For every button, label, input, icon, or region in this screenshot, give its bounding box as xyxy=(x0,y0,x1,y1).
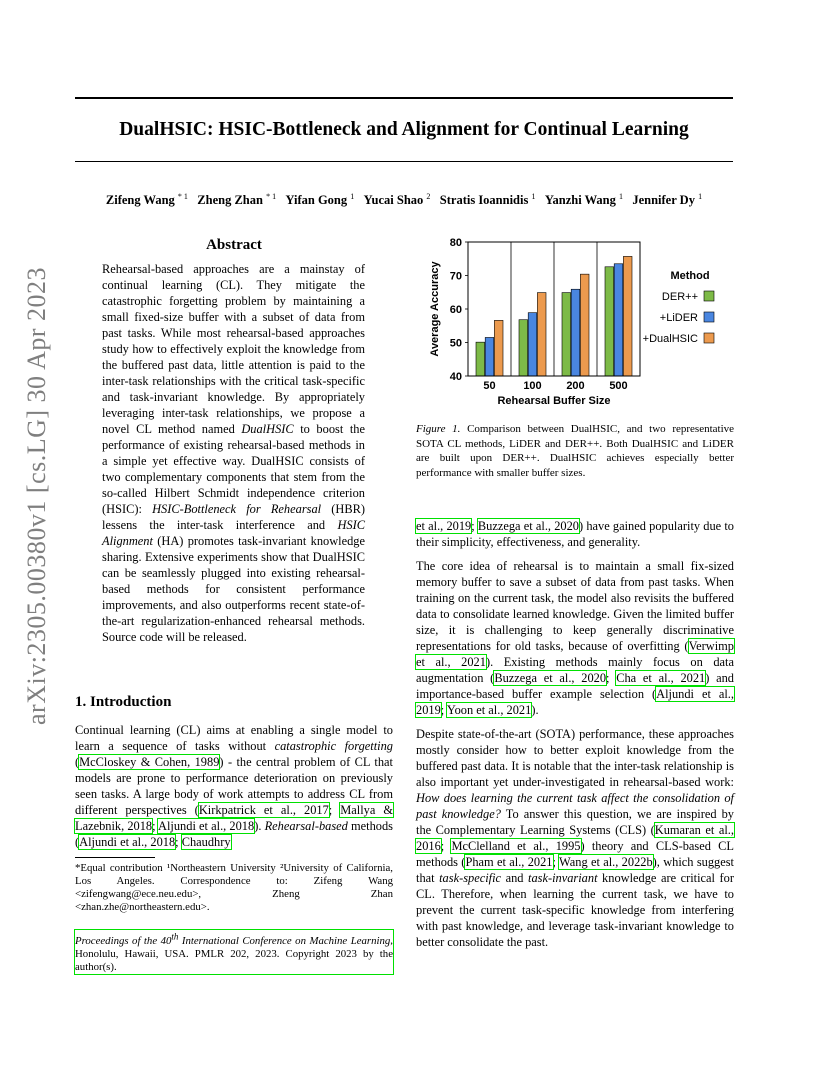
author-affiliation: 1 xyxy=(531,192,536,201)
author-name: Jennifer Dy $^1$ xyxy=(632,192,703,208)
introduction-text: Continual learning (CL) aims at enabling a single model to learn a sequence of tasks without catastrophic forgetting (McCloskey & Cohen, 1989) - the central problem of CL that models are prone to performance deterioration on previously seen tasks. A large body of work attempts to address CL from different perspectives (Kirkpatrick et al., 2017; Mallya & Lazebnik, 2018; Aljundi et al., 2018). Rehearsal-based methods (Aljundi et al., 2018; Chaudhry xyxy=(75,723,393,849)
author-affiliation: 2 xyxy=(426,192,431,201)
x-tick-label: 200 xyxy=(566,380,585,392)
paragraph: The core idea of rehearsal is to maintain a small fix-sized memory buffer to save a subset of data from past tasks. When training on the current task, the model also revisits the buffered data to consolidate learned knowledge. Given the limited buffer size, it is challenging to keep generally discriminative representations for old tasks, because of overfitting (Verwimp et al., 2021). Existing methods mainly focus on data augmentation (Buzzega et al., 2020; Cha et al., 2021) and importance-based buffer example selection (Aljundi et al., 2019; Yoon et al., 2021). xyxy=(416,559,734,717)
paragraph: et al., 2019; Buzzega et al., 2020) have gained popularity due to their simplicity, effectiveness, and generality. xyxy=(416,519,734,549)
author-name: Zheng Zhan $^{* 1}$ xyxy=(197,192,277,208)
author-affiliation: 1 xyxy=(618,192,623,201)
right-column-text xyxy=(416,518,734,958)
author-affiliation: 1 xyxy=(698,192,703,201)
x-axis-label: Rehearsal Buffer Size xyxy=(497,395,611,407)
abstract-heading: Abstract xyxy=(206,237,262,253)
legend-swatch xyxy=(704,291,714,301)
footnote: *Equal contribution ¹Northeastern University ²University of California, Los Angeles. Correspondence to: Zifeng Wang <zifengwang@ece.neu.edu>, Zheng Zhan <zhan.zhe@northeastern.edu>. xyxy=(75,862,393,913)
citation-link[interactable]: Verwimp et al., 2021 xyxy=(416,639,734,669)
bar-dualhsic xyxy=(537,293,546,376)
paper-title: DualHSIC: HSIC-Bottleneck and Alignment for Continual Learning xyxy=(119,119,689,140)
bar-lider xyxy=(614,264,623,376)
bar-lider xyxy=(485,337,494,376)
author-name: Zifeng Wang $^{* 1}$ xyxy=(105,192,188,208)
y-tick-label: 70 xyxy=(449,270,462,283)
bar-der xyxy=(476,342,485,376)
legend-label: DER++ xyxy=(661,291,698,303)
legend-swatch xyxy=(704,312,714,322)
citation-link[interactable]: Kumaran et al., 2016 xyxy=(416,823,734,853)
citation-link[interactable]: Aljundi et al., 2018 xyxy=(79,835,176,849)
author-name: Stratis Ioannidis $^1$ xyxy=(439,192,536,208)
bar-dualhsic xyxy=(494,320,503,376)
author-name: Yanzhi Wang $^1$ xyxy=(544,192,623,208)
footnote-rule xyxy=(75,857,155,858)
figure-1-chart xyxy=(420,232,740,412)
citation-link[interactable]: Aljundi et al., 2019 xyxy=(416,687,734,717)
bar-dualhsic xyxy=(580,274,589,376)
citation-link[interactable]: Yoon et al., 2021 xyxy=(446,703,532,717)
citation-link[interactable]: Wang et al., 2022b xyxy=(559,855,653,869)
author-list xyxy=(75,192,733,208)
y-tick-label: 40 xyxy=(449,371,462,383)
bar-chart xyxy=(420,232,740,412)
bar-lider xyxy=(571,289,580,376)
bar-lider xyxy=(528,313,537,376)
citation-link[interactable]: Buzzega et al., 2020 xyxy=(494,671,607,685)
citation-link[interactable]: Buzzega et al., 2020 xyxy=(477,519,580,533)
legend-label: +DualHSIC xyxy=(642,333,698,345)
bar-der xyxy=(562,293,571,376)
arxiv-stamp: arXiv:2305.00380v1 [cs.LG] 30 Apr 2023 xyxy=(22,266,51,725)
figure-caption: Figure 1. Comparison between DualHSIC, and two representative SOTA CL methods, LiDER and DER++. Both DualHSIC and LiDER are built upon DER++. DualHSIC achieves especially better performance with smaller buffer sizes. xyxy=(416,423,735,479)
citation-link[interactable]: McClelland et al., 1995 xyxy=(451,839,581,853)
x-tick-label: 50 xyxy=(483,380,496,392)
author-name: Yucai Shao $^2$ xyxy=(363,192,431,208)
y-tick-label: 80 xyxy=(449,237,462,249)
y-axis-label: Average Accuracy xyxy=(429,261,441,357)
citation-link[interactable]: et al., 2019 xyxy=(416,519,472,533)
citation-link[interactable]: Kirkpatrick et al., 2017 xyxy=(198,803,329,817)
title-bottom-rule xyxy=(75,161,733,162)
bar-der xyxy=(519,320,528,376)
citation-link[interactable]: Chaudhry xyxy=(181,835,231,849)
citation-link[interactable]: Aljundi et al., 2018 xyxy=(158,819,255,833)
legend-title: Method xyxy=(670,270,710,282)
y-tick-label: 50 xyxy=(449,337,462,350)
x-tick-label: 500 xyxy=(609,380,628,392)
bar-der xyxy=(605,267,614,376)
top-rule xyxy=(75,97,733,99)
proceedings-note[interactable]: Proceedings of the 40th International Conference on Machine Learning, Honolulu, Hawaii, USA. PMLR 202, 2023. Copyright 2023 by the author(s). xyxy=(75,931,393,973)
abstract-text: Rehearsal-based approaches are a mainstay of continual learning (CL). They mitigate the catastrophic forgetting problem by maintaining a small fixed-size buffer with a subset of data from past tasks. While most rehearsal-based approaches study how to effectively exploit the knowledge from the buffered past data, little attention is paid to the inter-task relationships with the critical task-specific and task-invariant knowledge. By appropriately leveraging inter-task relationships, we propose a novel CL method named DualHSIC to boost the performance of existing rehearsal-based methods in a simple yet effective way. DualHSIC consists of two complementary components that stem from the so-called Hilbert Schmidt independence criterion (HSIC): HSIC-Bottleneck for Rehearsal (HBR) lessens the inter-task interference and HSIC Alignment (HA) promotes task-invariant knowledge sharing. Extensive experiments show that DualHSIC can be seamlessly plugged into existing rehearsal-based methods for consistent performance improvements, and also outperforms recent state-of-the-art regularization-enhanced rehearsal methods. Source code will be released. xyxy=(102,262,366,644)
author-affiliation: * 1 xyxy=(266,192,277,201)
citation-link[interactable]: Cha et al., 2021 xyxy=(616,671,706,685)
author-name: Yifan Gong $^1$ xyxy=(285,192,355,208)
bar-dualhsic xyxy=(623,256,632,376)
author-affiliation: 1 xyxy=(350,192,355,201)
citation-link[interactable]: McCloskey & Cohen, 1989 xyxy=(79,755,220,769)
citation-link[interactable]: Mallya & Lazebnik, 2018 xyxy=(75,803,393,833)
section-heading-introduction: 1. Introduction xyxy=(75,694,172,710)
x-tick-label: 100 xyxy=(523,380,542,392)
y-tick-label: 60 xyxy=(449,304,462,316)
legend-label: +LiDER xyxy=(659,312,698,324)
paragraph: Despite state-of-the-art (SOTA) performance, these approaches mostly consider how to better exploit knowledge from the buffered past data. It is notable that the inter-task relationship is also important yet under-investigated in rehearsal-based work: How does learning the current task affect the consolidation of past knowledge? To answer this question, we are inspired by the Complementary Learning Systems (CLS) (Kumaran et al., 2016; McClelland et al., 1995) theory and CLS-based CL methods (Pham et al., 2021; Wang et al., 2022b), which suggest that task-specific and task-invariant knowledge are critical for CL. Therefore, when learning the current task, we have to prevent the current task-specific knowledge from interfering with past knowledge, and leverage task-invariant knowledge to better consolidate the past. xyxy=(416,727,735,949)
citation-link[interactable]: Pham et al., 2021 xyxy=(465,855,553,869)
author-affiliation: * 1 xyxy=(177,192,188,201)
legend-swatch xyxy=(704,333,714,343)
